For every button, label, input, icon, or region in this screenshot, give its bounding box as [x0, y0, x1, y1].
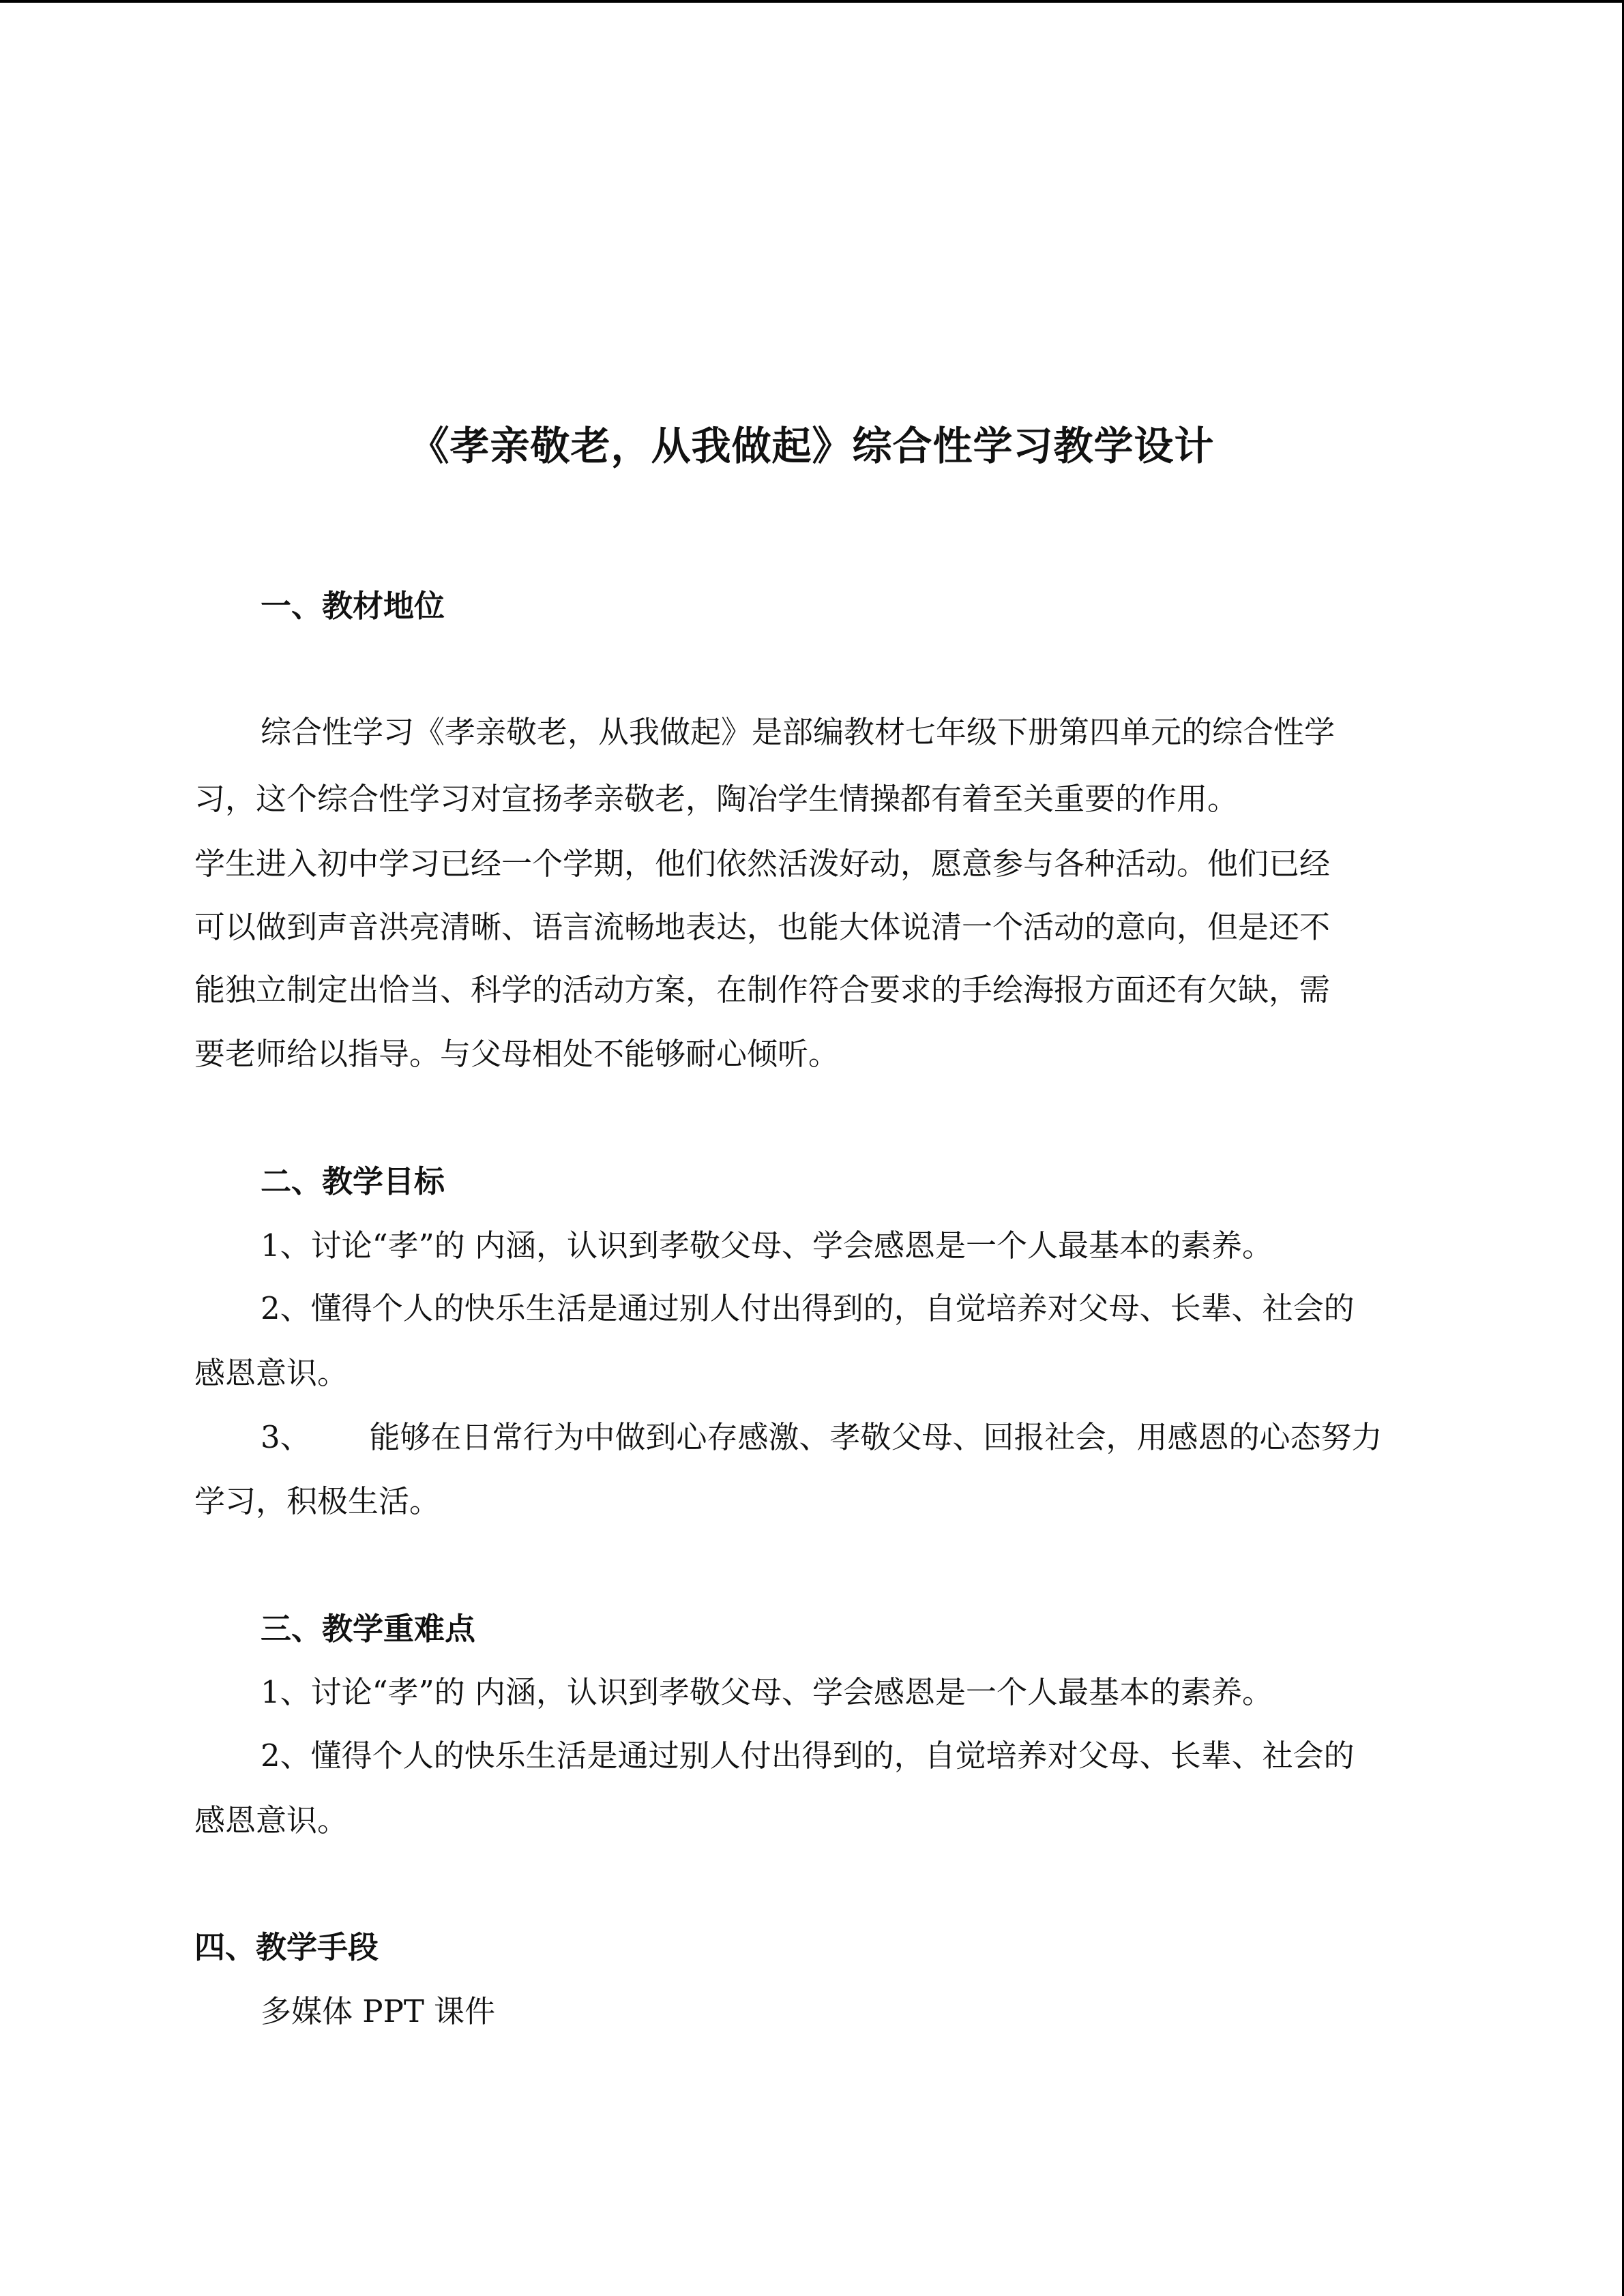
section-heading-2: 二、教学目标: [261, 1163, 445, 1199]
list-item: 3、 能够在日常行为中做到心存感激、孝敬父母、回报社会，用感恩的心态努力: [261, 1419, 1383, 1455]
list-item: 2、懂得个人的快乐生活是通过别人付出得到的，自觉培养对父母、长辈、社会的: [261, 1290, 1355, 1326]
list-item-continuation: 学习，积极生活。: [194, 1483, 441, 1519]
paragraph-line: 习，这个综合性学习对宣扬孝亲敬老，陶冶学生情操都有着至关重要的作用。: [194, 781, 1239, 817]
paragraph-line: 可以做到声音洪亮清晰、语言流畅地表达，也能大体说清一个活动的意向，但是还不: [194, 909, 1331, 945]
list-item: 2、懂得个人的快乐生活是通过别人付出得到的，自觉培养对父母、长辈、社会的: [261, 1738, 1355, 1774]
list-item-continuation: 感恩意识。: [194, 1802, 349, 1838]
document-title: 《孝亲敬老，从我做起》综合性学习教学设计: [409, 423, 1215, 469]
list-item: 1、讨论“孝”的 内涵，认识到孝敬父母、学会感恩是一个人最基本的素养。: [261, 1227, 1273, 1264]
section-heading-1: 一、教材地位: [261, 588, 445, 624]
paragraph-line: 学生进入初中学习已经一个学期，他们依然活泼好动，愿意参与各种活动。他们已经: [194, 846, 1331, 882]
paragraph-line: 要老师给以指导。与父母相处不能够耐心倾听。: [194, 1036, 840, 1072]
paragraph-line: 能独立制定出恰当、科学的活动方案，在制作符合要求的手绘海报方面还有欠缺，需: [194, 972, 1331, 1008]
section-heading-4: 四、教学手段: [194, 1929, 379, 1965]
paragraph-line: 多媒体 PPT 课件: [261, 1993, 496, 2029]
paragraph-line: 综合性学习《孝亲敬老，从我做起》是部编教材七年级下册第四单元的综合性学: [261, 714, 1335, 750]
list-item: 1、讨论“孝”的 内涵，认识到孝敬父母、学会感恩是一个人最基本的素养。: [261, 1674, 1273, 1710]
list-item-continuation: 感恩意识。: [194, 1355, 349, 1391]
section-heading-3: 三、教学重难点: [261, 1611, 476, 1647]
